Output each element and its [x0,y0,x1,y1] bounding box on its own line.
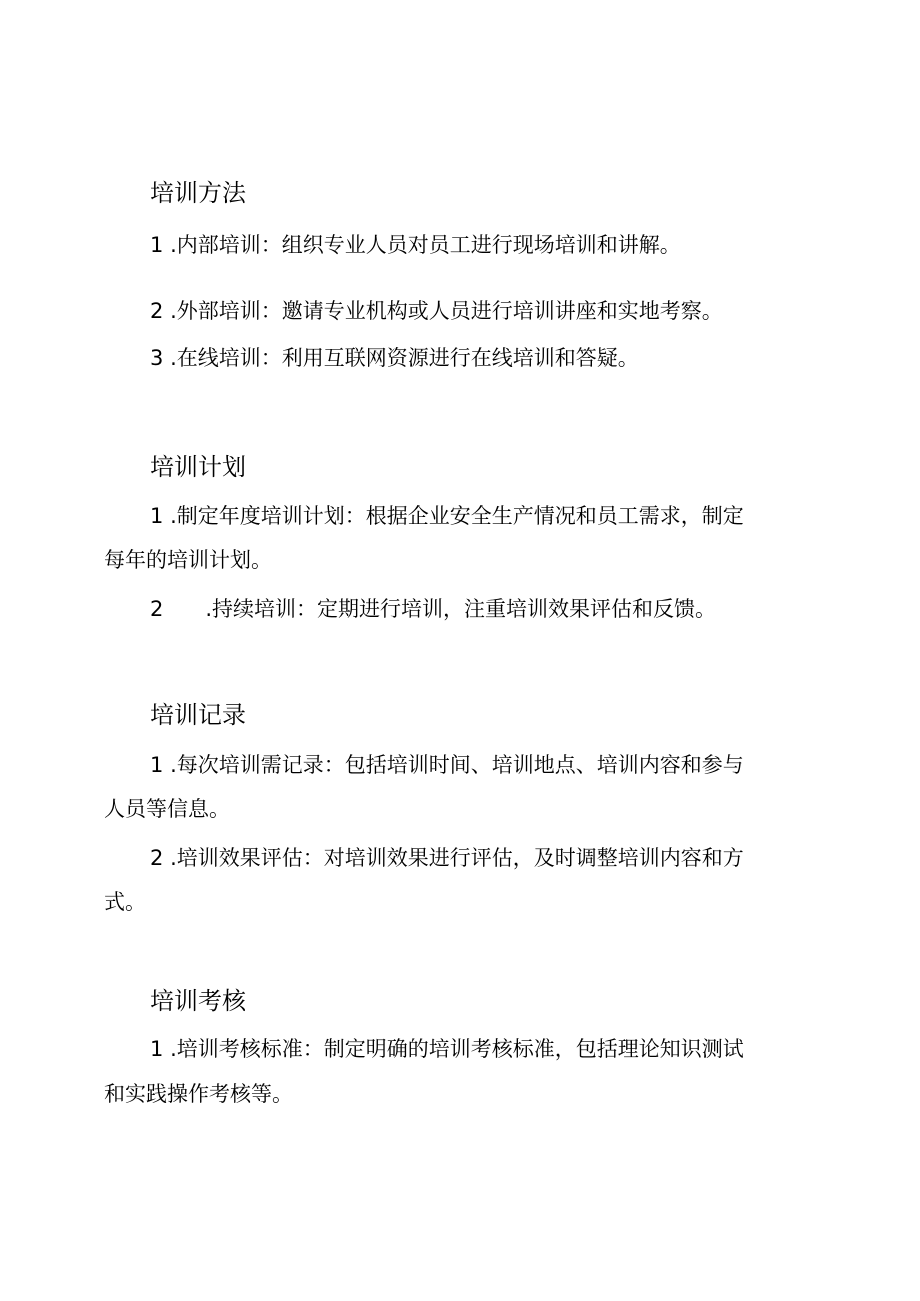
list-item [150,844,744,872]
list-item [150,231,681,259]
list-item [150,502,744,530]
item-number: 1 [150,753,164,777]
list-item-continuation: 式。 [104,890,146,914]
item-text: .培训考核标准：制定明确的培训考核标准，包括理论知识测试 [170,1037,744,1061]
item-text: .培训效果评估：对培训效果进行评估，及时调整培训内容和方 [170,846,744,870]
item-number: 1 [150,504,164,528]
item-number: 2 [150,846,164,870]
item-number: 1 [150,1037,164,1061]
item-number: 1 [150,233,164,257]
section-heading-methods: 培训方法 [150,179,246,207]
item-text: .外部培训：邀请专业机构或人员进行培训讲座和实地考察。 [170,299,723,323]
item-text: .在线培训：利用互联网资源进行在线培训和答疑。 [170,346,639,370]
section-heading-plan: 培训计划 [150,453,246,481]
item-number: 2 [150,597,164,621]
list-item [150,751,744,779]
item-text: .内部培训：组织专业人员对员工进行现场培训和讲解。 [170,233,681,257]
item-text: .制定年度培训计划：根据企业安全生产情况和员工需求，制定 [170,504,744,528]
list-item [150,595,716,623]
item-text: .持续培训：定期进行培训，注重培训效果评估和反馈。 [205,597,717,621]
section-heading-records: 培训记录 [150,701,246,729]
list-item-continuation: 每年的培训计划。 [104,548,272,572]
list-item [150,344,639,372]
list-item [150,1035,744,1063]
list-item [150,297,723,325]
list-item-continuation: 人员等信息。 [104,797,230,821]
item-text: .每次培训需记录：包括培训时间、培训地点、培训内容和参与 [170,753,744,777]
list-item-continuation: 和实践操作考核等。 [104,1082,293,1106]
item-number: 3 [150,346,164,370]
item-number: 2 [150,299,164,323]
section-heading-assessment: 培训考核 [150,987,246,1015]
